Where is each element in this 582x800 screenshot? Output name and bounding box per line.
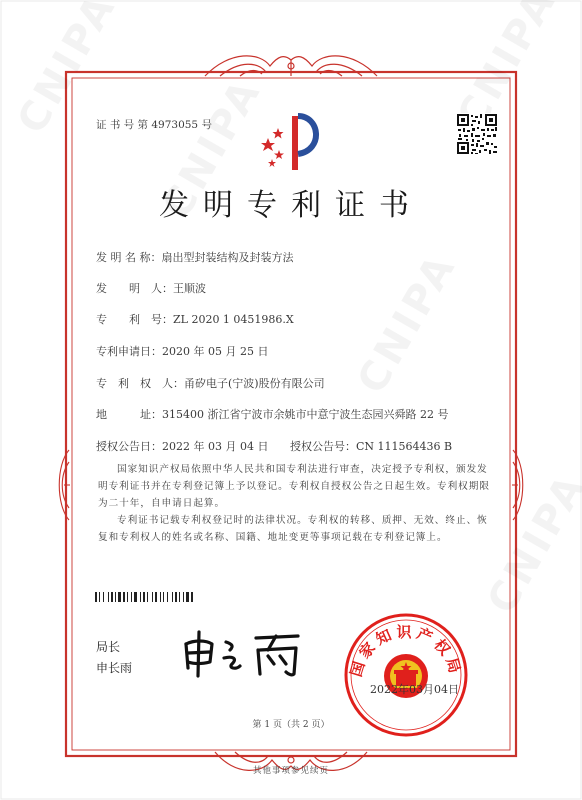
right-side-ornament — [512, 450, 523, 520]
field-label: 专 利 号： — [96, 313, 173, 326]
field-label: 授权公告号： — [290, 440, 356, 453]
certificate-title: 发明专利证书 — [159, 188, 423, 223]
page-number: 第 1 页（共 2 页） — [252, 720, 330, 730]
cnipa-logo — [258, 108, 328, 178]
field-label: 地 址： — [96, 408, 162, 421]
field-invention-name — [96, 249, 294, 265]
field-patent-number — [96, 311, 294, 327]
field-value: ZL 2020 1 0451986.X — [173, 313, 294, 326]
field-value: 甬矽电子(宁波)股份有限公司 — [184, 377, 325, 390]
field-label: 专利申请日： — [96, 345, 162, 358]
field-label: 发 明 名 称： — [96, 251, 162, 264]
field-patentee — [96, 375, 325, 391]
legal-status-paragraph: 专利证书记载专利权登记时的法律状况。专利权的转移、质押、无效、终止、恢复和专利权人的姓名或名称、国籍、地址变更等事项记载在专利登记簿上。 — [98, 515, 488, 543]
field-grant-date — [96, 438, 268, 454]
field-inventor — [96, 280, 206, 296]
field-application-date — [96, 343, 268, 359]
field-value: CN 111564436 B — [356, 440, 453, 453]
handwritten-signature — [180, 628, 310, 678]
seal-text: 国家知识产权局 — [346, 623, 466, 679]
field-value: 315400 浙江省宁波市余姚市中意宁波生态园兴舜路 22 号 — [162, 408, 449, 421]
qr-code — [456, 113, 498, 155]
barcode — [95, 592, 240, 602]
grant-statement-paragraph: 国家知识产权局依照中华人民共和国专利法进行审查，决定授予专利权，颁发发明专利证书并在专利登记簿上予以登记。专利权自授权公告之日起生效。专利权期限为二十年，自申请日起算。 — [98, 464, 490, 509]
left-side-ornament — [59, 450, 70, 520]
field-value: 扇出型封装结构及封装方法 — [161, 251, 294, 264]
field-label: 发 明 人： — [96, 282, 173, 295]
field-value: 王顺波 — [173, 282, 206, 295]
certificate-number: 证 书 号 第 4973055 号 — [96, 119, 212, 131]
signatory-title: 局长 — [96, 640, 121, 654]
field-label: 专 利 权 人： — [96, 377, 184, 390]
signatory-name: 申长雨 — [96, 661, 133, 675]
field-label: 授权公告日： — [96, 440, 162, 453]
bottom-note: 其他事项参见续页 — [252, 766, 329, 776]
field-value: 2020 年 05 月 25 日 — [162, 345, 269, 358]
field-announcement-number — [290, 438, 452, 454]
field-value: 2022 年 03 月 04 日 — [162, 440, 269, 453]
seal-date: 2022年03月04日 — [370, 683, 459, 696]
field-address — [96, 406, 448, 422]
